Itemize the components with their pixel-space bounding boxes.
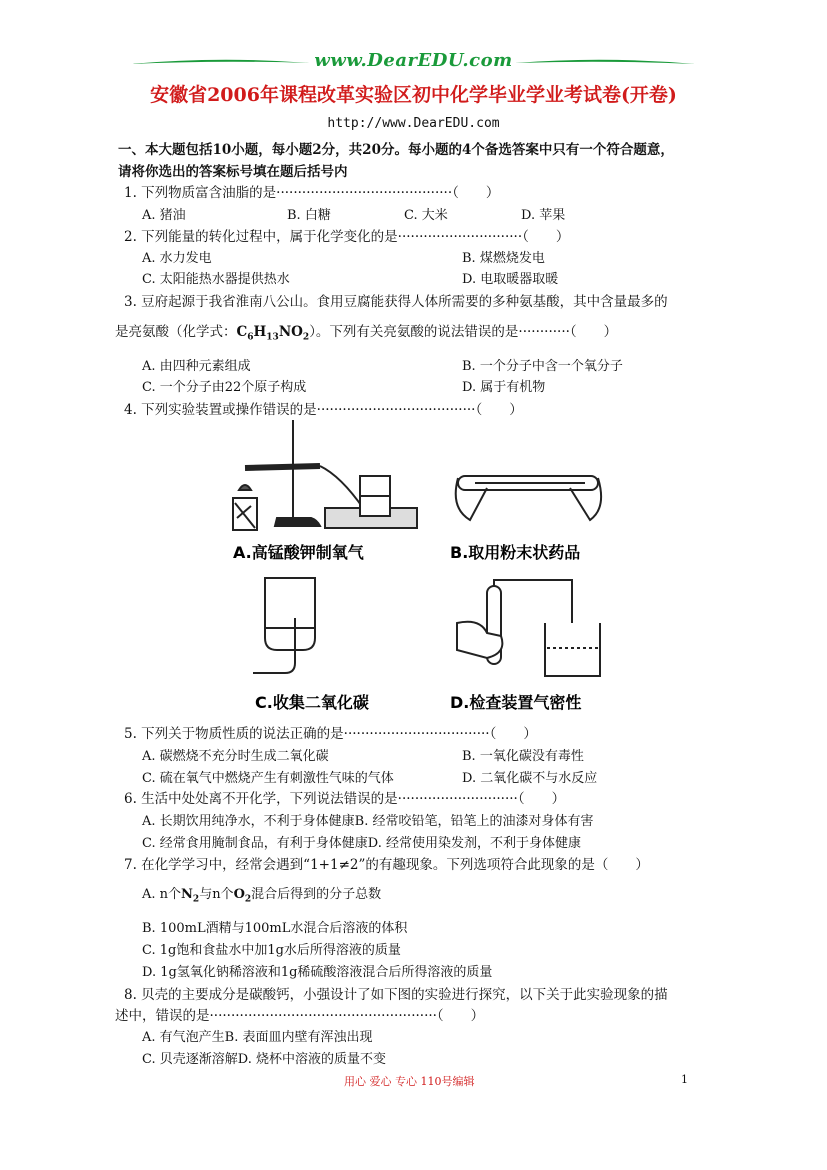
q1-option-b: B. 白糖	[287, 208, 331, 223]
header-right-swoosh	[515, 58, 695, 68]
question-8-line2: 述中，错误的是·····················································（ ）	[115, 1008, 485, 1024]
q5-option-a: A. 碳燃烧不充分时生成二氧化碳	[142, 749, 329, 764]
nitrogen-formula: $N_2$	[181, 887, 200, 905]
q5-option-b: B. 一氧化碳没有毒性	[462, 749, 584, 764]
q3-line2-suffix: ）。下列有关亮氨酸的说法错误的是············（ ）	[309, 324, 618, 340]
oxygen-formula: $O_2$	[233, 887, 252, 905]
q2-option-d: D. 电取暖器取暖	[462, 272, 559, 287]
q8-options-ab: A. 有气泡产生B. 表面皿内壁有浑浊出现	[142, 1030, 373, 1045]
question-4: 4. 下列实验装置或操作错误的是·····································（ ）	[124, 402, 523, 418]
q7-option-c: C. 1g饱和食盐水中加1g水后所得溶液的质量	[142, 943, 401, 958]
q7a-prefix: A. n个	[142, 887, 182, 902]
q7-option-a	[142, 883, 381, 905]
question-3-line2	[115, 320, 617, 343]
question-2: 2. 下列能量的转化过程中，属于化学变化的是·····························（ ）	[124, 229, 570, 245]
q6-options-cd: C. 经常食用腌制食品，有利于身体健康D. 经常使用染发剂，不利于身体健康	[142, 836, 581, 851]
caption-a: A.高锰酸钾制氧气	[233, 543, 364, 562]
page-number: 1	[681, 1073, 688, 1086]
site-url: http://www.DearEDU.com	[327, 116, 500, 131]
caption-d: D.检查装置气密性	[450, 693, 582, 712]
q6-options-ab: A. 长期饮用纯净水，不利于身体健康B. 经常咬铅笔，铅笔上的油漆对身体有害	[142, 814, 594, 829]
q3-option-b: B. 一个分子中含一个氧分子	[462, 359, 623, 374]
q7a-suffix: 混合后得到的分子总数	[251, 887, 382, 902]
section-heading-line1: 一、本大题包括10小题，每小题2分，共20分。每小题的4个备选答案中只有一个符合题意，	[118, 142, 674, 158]
question-8-line1: 8. 贝壳的主要成分是碳酸钙，小强设计了如下图的实验进行探究，以下关于此实验现象的描	[124, 987, 668, 1003]
footer-text: 用心 爱心 专心 110号编辑	[344, 1075, 475, 1088]
figure-a-apparatus	[233, 420, 417, 530]
figure-d-apparatus	[457, 580, 600, 676]
q2-option-b: B. 煤燃烧发电	[462, 251, 545, 266]
question-6: 6. 生活中处处离不开化学，下列说法错误的是····························（ ）	[124, 791, 566, 807]
q8-options-cd: C. 贝壳逐渐溶解D. 烧杯中溶液的质量不变	[142, 1052, 386, 1067]
q3-line2-prefix: 是亮氨酸（化学式：	[115, 324, 237, 340]
q7a-middle: 与n个	[199, 887, 234, 902]
q5-option-d: D. 二氧化碳不与水反应	[462, 771, 598, 786]
q1-option-d: D. 苹果	[521, 208, 566, 223]
site-banner	[0, 50, 827, 71]
leucine-formula: $C_6H_{13}NO_2$	[236, 324, 310, 343]
q3-option-d: D. 属于有机物	[462, 380, 546, 395]
q2-option-a: A. 水力发电	[142, 251, 212, 266]
q4-apparatus-figure	[225, 418, 615, 718]
q1-option-c: C. 大米	[404, 208, 448, 223]
section-heading-line2: 请将你选出的答案标号填在题后括号内	[118, 164, 348, 180]
caption-c: C.收集二氧化碳	[255, 693, 369, 712]
q3-option-c: C. 一个分子由22个原子构成	[142, 380, 307, 395]
q1-option-a: A. 猪油	[142, 208, 186, 223]
q3-option-a: A. 由四种元素组成	[142, 359, 251, 374]
q5-option-c: C. 硫在氧气中燃烧产生有刺激性气味的气体	[142, 771, 394, 786]
question-5: 5. 下列关于物质性质的说法正确的是··································（ ）	[124, 726, 537, 742]
caption-b: B.取用粉末状药品	[450, 543, 581, 562]
question-7: 7. 在化学学习中，经常会遇到“1+1≠2”的有趣现象。下列选项符合此现象的是（ ）	[124, 857, 649, 873]
site-name: www.DearEDU.com	[314, 50, 513, 71]
exam-title: 安徽省2006年课程改革实验区初中化学毕业学业考试卷(开卷)	[150, 84, 677, 106]
figure-b-apparatus	[456, 476, 601, 520]
question-1: 1. 下列物质富含油脂的是·········································（ ）	[124, 185, 500, 201]
q7-option-b: B. 100mL酒精与100mL水混合后溶液的体积	[142, 921, 408, 936]
q7-option-d: D. 1g氢氧化钠稀溶液和1g稀硫酸溶液混合后所得溶液的质量	[142, 965, 493, 980]
figure-c-apparatus	[253, 578, 315, 673]
q2-option-c: C. 太阳能热水器提供热水	[142, 272, 290, 287]
question-3-line1: 3. 豆府起源于我省淮南八公山。食用豆腐能获得人体所需要的多种氨基酸，其中含量最多的	[124, 294, 668, 310]
